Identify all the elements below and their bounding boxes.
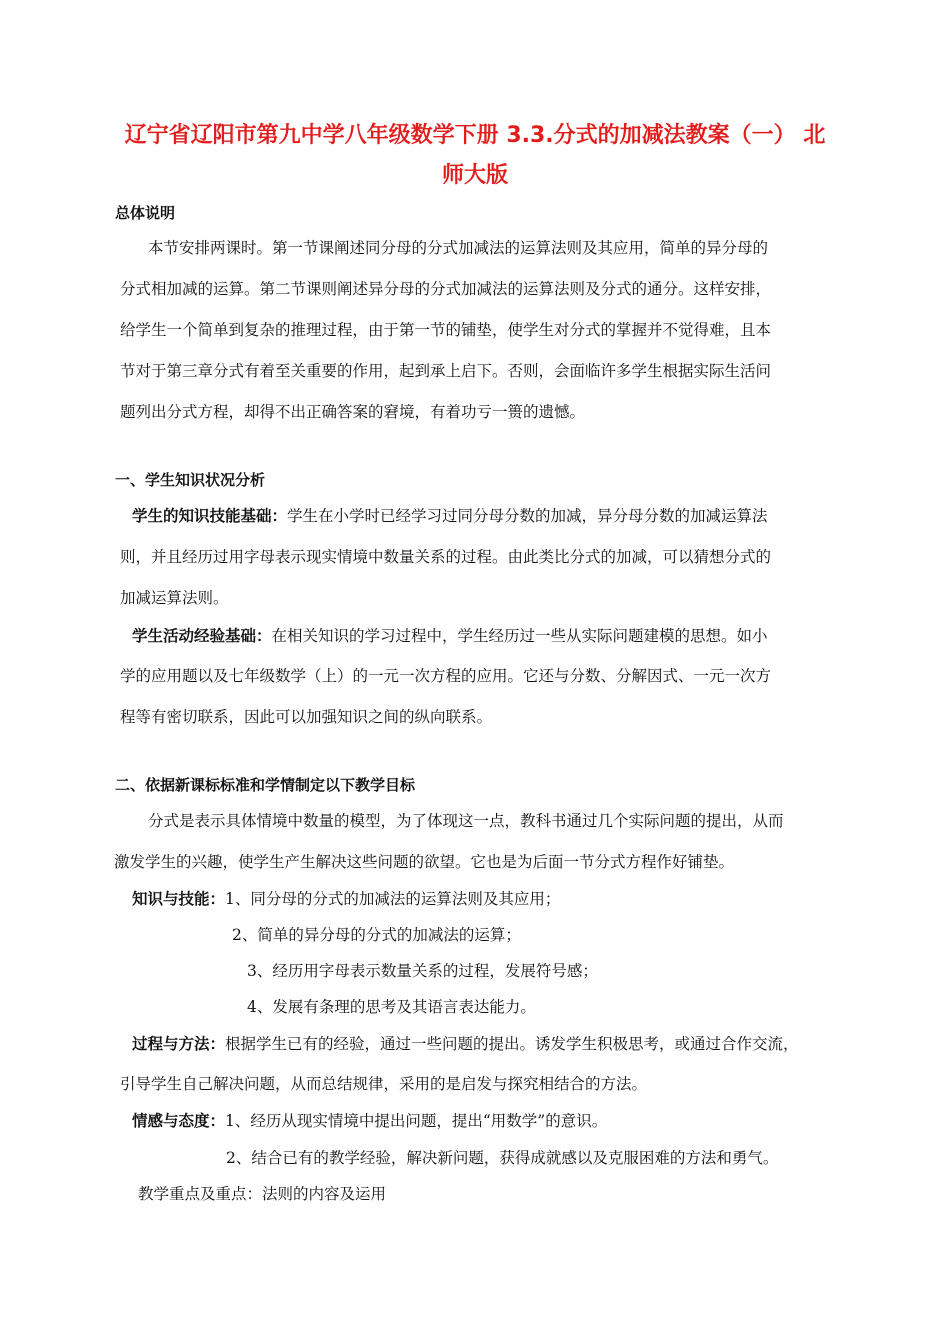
paragraph-line: 学的应用题以及七年级数学（上）的一元一次方程的应用。它还与分数、分解因式、一元一次方	[120, 667, 772, 685]
overview-line: 题列出分式方程，却得不出正确答案的窘境，有着功亏一篑的遗憾。	[120, 403, 586, 421]
overview-heading: 总体说明	[115, 204, 176, 222]
process-line: 引导学生自己解决问题，从而总结规律，采用的是启发与探究相结合的方法。	[120, 1075, 648, 1093]
document-title-line-1: 辽宁省辽阳市第九中学八年级数学下册 3.3.分式的加减法教案（一） 北	[124, 123, 826, 148]
process-text: 根据学生已有的经验，通过一些问题的提出。诱发学生积极思考，或通过合作交流，	[225, 1035, 799, 1053]
overview-line: 节对于第三章分式有着至关重要的作用，起到承上启下。否则，会面临许多学生根据实际生活问	[120, 362, 772, 380]
section2-heading: 二、依据新课标标准和学情制定以下教学目标	[115, 776, 416, 794]
paragraph-line: 加减运算法则。	[120, 589, 229, 607]
section2-intro-line: 激发学生的兴趣，使学生产生解决这些问题的欲望。它也是为后面一节分式方程作好铺垫。	[114, 853, 735, 871]
skill-item: 2、简单的异分母的分式的加减法的运算；	[232, 926, 521, 944]
skill-item: 1、同分母的分式的加减法的运算法则及其应用；	[225, 890, 561, 908]
attitude-item: 1、经历从现实情境中提出问题，提出“用数学”的意识。	[225, 1112, 608, 1130]
skill-item: 3、经历用字母表示数量关系的过程，发展符号感；	[247, 962, 598, 980]
overview-line: 分式相加减的运算。第二节课则阐述异分母的分式加减法的运算法则及分式的通分。这样安排，	[120, 280, 772, 298]
skill-item: 4、发展有条理的思考及其语言表达能力。	[247, 998, 536, 1016]
teaching-focus: 教学重点及重点：法则的内容及运用	[138, 1185, 387, 1203]
paragraph-line: 程等有密切联系，因此可以加强知识之间的纵向联系。	[120, 708, 493, 726]
section2-intro-line: 分式是表示具体情境中数量的模型，为了体现这一点，教科书通过几个实际问题的提出，从而	[148, 812, 784, 830]
section1-paragraph1-line1	[132, 506, 768, 526]
section1-heading: 一、学生知识状况分析	[115, 471, 266, 489]
process-label: 过程与方法：	[132, 1035, 226, 1053]
activity-experience-label: 学生活动经验基础：	[132, 627, 272, 645]
attitude-line-1	[132, 1111, 607, 1131]
paragraph-line: 则，并且经历过用字母表示现实情境中数量关系的过程。由此类比分式的加减，可以猜想分式的	[120, 548, 772, 566]
section1-paragraph2-line1	[132, 626, 768, 646]
knowledge-skills-label: 学生的知识技能基础：	[132, 507, 288, 525]
paragraph-text: 学生在小学时已经学习过同分母分数的加减，异分母分数的加减运算法	[287, 507, 768, 525]
overview-line: 给学生一个简单到复杂的推理过程，由于第一节的铺垫，使学生对分式的掌握并不觉得难，且本	[120, 321, 772, 339]
skills-line-1	[132, 889, 560, 909]
attitude-item: 2、结合已有的教学经验，解决新问题，获得成就感以及克服困难的方法和勇气。	[226, 1149, 779, 1167]
attitude-label: 情感与态度：	[132, 1112, 226, 1130]
overview-line: 本节安排两课时。第一节课阐述同分母的分式加减法的运算法则及其应用，简单的异分母的	[148, 239, 769, 257]
skills-label: 知识与技能：	[132, 890, 226, 908]
paragraph-text: 在相关知识的学习过程中，学生经历过一些从实际问题建模的思想。如小	[271, 627, 768, 645]
document-title-line-2: 师大版	[441, 163, 508, 188]
process-line-1	[132, 1034, 799, 1054]
